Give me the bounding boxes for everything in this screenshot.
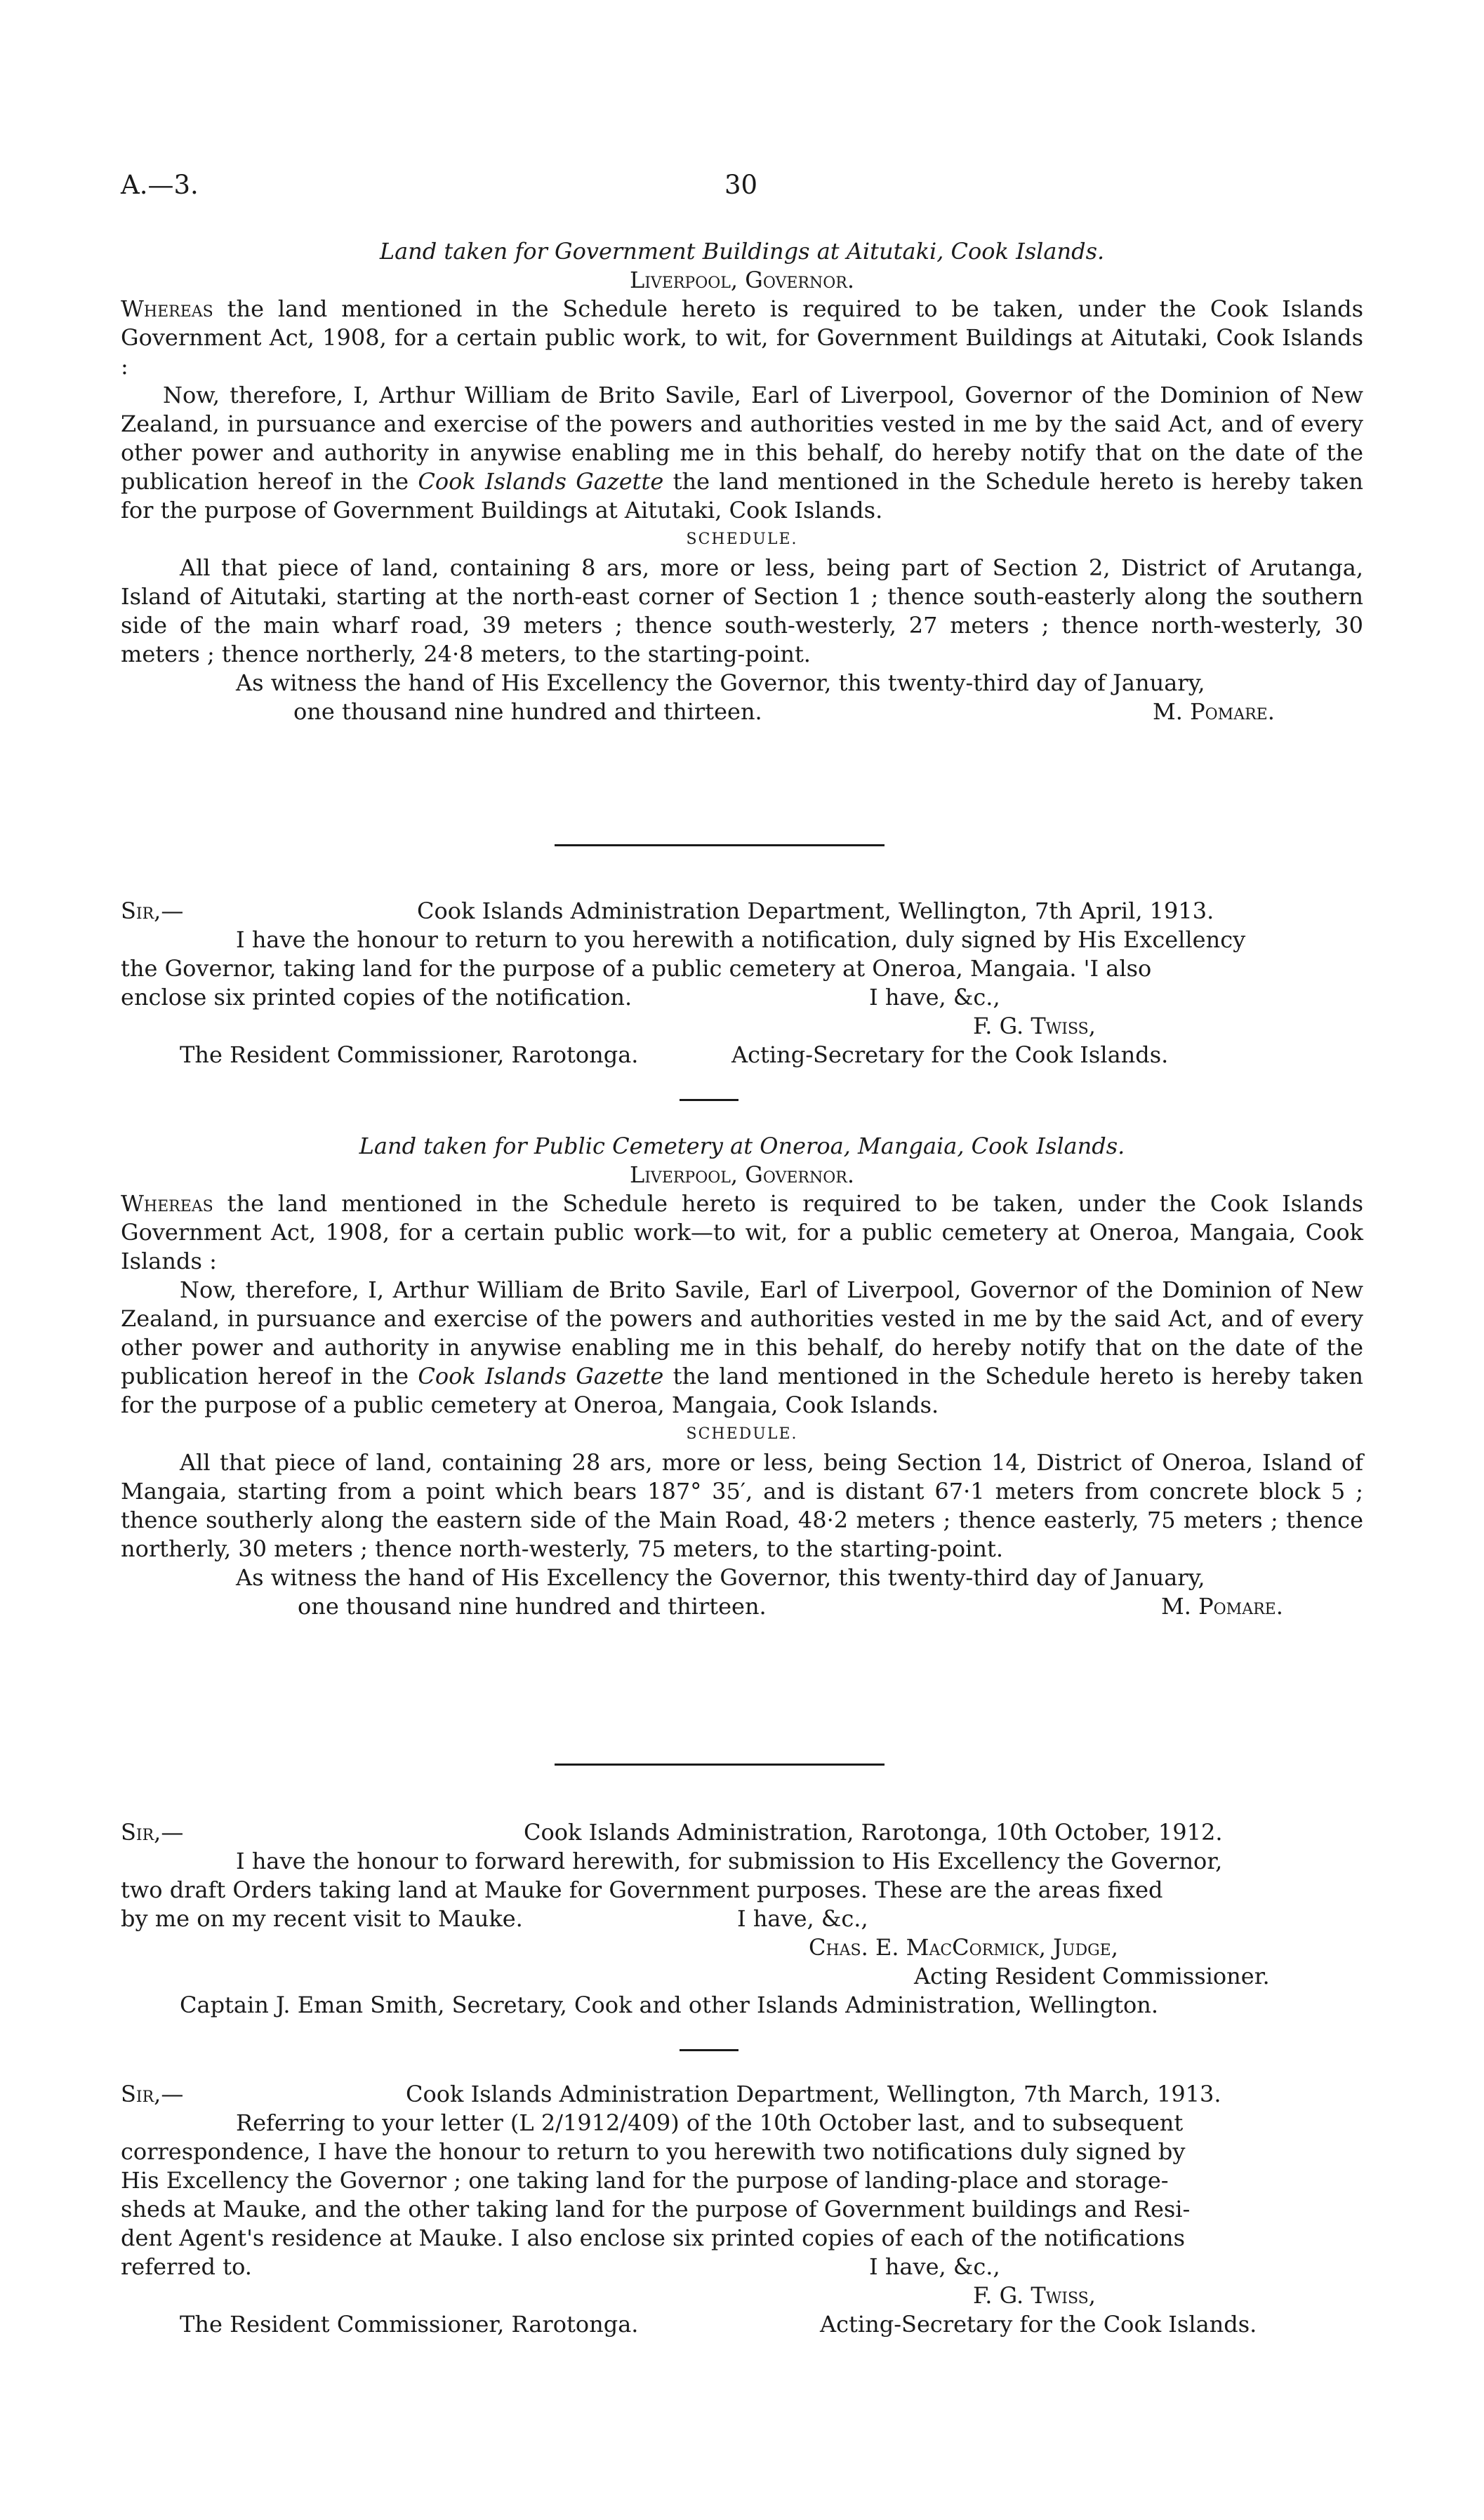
letter-body-line: Referring to your letter (L 2/1912/409) of the 10th October last, and to subsequent (236, 2109, 1184, 2136)
letter-recipient: The Resident Commissioner, Rarotonga. (180, 2311, 639, 2338)
letter-signer-title: Acting Resident Commissioner. (914, 1963, 1270, 1989)
whereas-paragraph: Whereas the land mentioned in the Schedule hereto is required to be taken, under the Cook Islands Government Act, 1908, for a certain public work, to wit, for Government Buildings at Aitutaki, Cook Islands : (121, 295, 1363, 380)
letter-recipient: The Resident Commissioner, Rarotonga. (180, 1041, 639, 1068)
schedule-heading: SCHEDULE. (686, 531, 798, 548)
letter-body-line: correspondence, I have the honour to return to you herewith two notifications duly signed by (121, 2138, 1186, 2165)
letter-signer-title: Acting-Secretary for the Cook Islands. (731, 1041, 1169, 1068)
section-reference: A.—3. (121, 170, 199, 200)
gazette-name: Cook Islands Gazette (418, 468, 664, 495)
witness-line: As witness the hand of His Excellency the Governor, this twenty-third day of January, (236, 669, 1205, 696)
letter-body-line: His Excellency the Governor ; one taking land for the purpose of landing-place and storage- (121, 2167, 1169, 2194)
letter-signer: Chas. E. MacCormick, Judge, (809, 1934, 1118, 1961)
letter-body-line: dent Agent's residence at Mauke. I also enclose six printed copies of each of the notifications (121, 2225, 1186, 2251)
letter-closing: I have, &c., (737, 1905, 868, 1932)
letter-address: Cook Islands Administration, Rarotonga, 10th October, 1912. (524, 1819, 1223, 1846)
letter-cemetery-return (121, 897, 1363, 1069)
letter-body-line: two draft Orders taking land at Mauke for Government purposes. These are the areas fixed (121, 1876, 1163, 1903)
now-therefore-paragraph: Now, therefore, I, Arthur William de Brito Savile, Earl of Liverpool, Governor of the Dominion of New Zealand, in pursuance and exercise of the powers and authorities vested in me by the said Act, and of every other power and authority in anywise enabling me in this behalf, do hereby notify that on the date of the publication hereof in the Cook Islands Gazette the land mentioned in the Schedule hereto is hereby taken for the purpose of Government Buildings at Aitutaki, Cook Islands. (121, 382, 1364, 524)
gazette-name: Cook Islands Gazette (418, 1363, 664, 1389)
whereas-word: Whereas (121, 295, 213, 322)
letter-address: Cook Islands Administration Department, Wellington, 7th April, 1913. (417, 898, 1214, 924)
letter-body-line: referred to. (121, 2253, 252, 2280)
short-divider (680, 2049, 738, 2051)
letter-signer: F. G. Twiss, (973, 2282, 1096, 2309)
letter-recipient: Captain J. Eman Smith, Secretary, Cook and other Islands Administration, Wellington. (180, 1992, 1159, 2018)
section-divider (555, 1764, 885, 1766)
governor-line: Liverpool, Governor. (629, 1161, 855, 1188)
witness-date: one thousand nine hundred and thirteen. (298, 1593, 767, 1620)
letter-body-line: I have the honour to forward herewith, for submission to His Excellency the Governor, (236, 1848, 1223, 1874)
witness-closing-row (121, 1592, 1363, 1621)
schedule-heading: SCHEDULE. (686, 1425, 798, 1443)
letter-closing: I have, &c., (869, 984, 1000, 1011)
salutation: Sir,— (121, 2081, 184, 2107)
letter-address: Cook Islands Administration Department, Wellington, 7th March, 1913. (406, 2081, 1221, 2107)
section-divider (555, 844, 885, 846)
witness-date: one thousand nine hundred and thirteen. (293, 698, 762, 725)
governor-line: Liverpool, Governor. (629, 267, 855, 293)
letter-body-line: I have the honour to return to you herewith a notification, duly signed by His Excellency (236, 926, 1246, 953)
whereas-paragraph: Whereas the land mentioned in the Schedule hereto is required to be taken, under the Cook Islands Government Act, 1908, for a certain public work—to wit, for a public cemetery at Oneroa, Mangaia, Cook Islands : (121, 1190, 1363, 1274)
letter-body-line: the Governor, taking land for the purpose of a public cemetery at Oneroa, Mangaia. 'I also (121, 955, 1152, 982)
letter-body-line: by me on my recent visit to Mauke. (121, 1905, 523, 1932)
schedule-text: All that piece of land, containing 28 ars, more or less, being Section 14, District of Oneroa, Island of Mangaia, starting from a point which bears 187° 35′, and is distant 67·1 meters from concrete block 5 ; thence southerly along the eastern side of the Main Road, 48·2 meters ; thence easterly, 75 meters ; thence northerly, 30 meters ; thence north-westerly, 75 meters, to the starting-point. (121, 1449, 1363, 1562)
short-divider (680, 1099, 738, 1101)
salutation: Sir,— (121, 898, 184, 924)
page-header (121, 170, 1363, 212)
letter-body-line: sheds at Mauke, and the other taking land for the purpose of Government buildings and Resi- (121, 2196, 1191, 2222)
salutation: Sir,— (121, 1819, 184, 1846)
signature: M. Pomare. (1153, 698, 1275, 725)
witness-closing-row (121, 698, 1363, 726)
page-number: 30 (724, 170, 758, 200)
now-therefore-paragraph: Now, therefore, I, Arthur William de Brito Savile, Earl of Liverpool, Governor of the Dominion of New Zealand, in pursuance and exercise of the powers and authorities vested in me by the said Act, and of every other power and authority in anywise enabling me in this behalf, do hereby notify that on the date of the publication hereof in the Cook Islands Gazette the land mentioned in the Schedule hereto is hereby taken for the purpose of a public cemetery at Oneroa, Mangaia, Cook Islands. (121, 1276, 1364, 1418)
whereas-word: Whereas (121, 1190, 213, 1217)
letter-closing: I have, &c., (869, 2253, 1000, 2280)
witness-line: As witness the hand of His Excellency the Governor, this twenty-third day of January, (236, 1564, 1205, 1591)
letter-body-line: enclose six printed copies of the notification. (121, 984, 632, 1011)
letter-signer-title: Acting-Secretary for the Cook Islands. (820, 2311, 1257, 2338)
notice-title: Land taken for Government Buildings at Aitutaki, Cook Islands. (379, 238, 1105, 265)
signature: M. Pomare. (1161, 1593, 1283, 1620)
letter-mauke-orders (121, 1818, 1363, 2020)
notice-aitutaki (121, 237, 1363, 726)
letter-signer: F. G. Twiss, (973, 1013, 1096, 1039)
letter-mauke-return (121, 2080, 1363, 2339)
notice-title: Land taken for Public Cemetery at Oneroa, Mangaia, Cook Islands. (359, 1133, 1125, 1159)
schedule-text: All that piece of land, containing 8 ars, more or less, being part of Section 2, District of Arutanga, Island of Aitutaki, starting at the north-east corner of Section 1 ; thence south-easterly along the southern side of the main wharf road, 39 meters ; thence south-westerly, 27 meters ; thence north-westerly, 30 meters ; thence northerly, 24·8 meters, to the starting-point. (121, 554, 1363, 667)
notice-oneroa (121, 1132, 1363, 1621)
